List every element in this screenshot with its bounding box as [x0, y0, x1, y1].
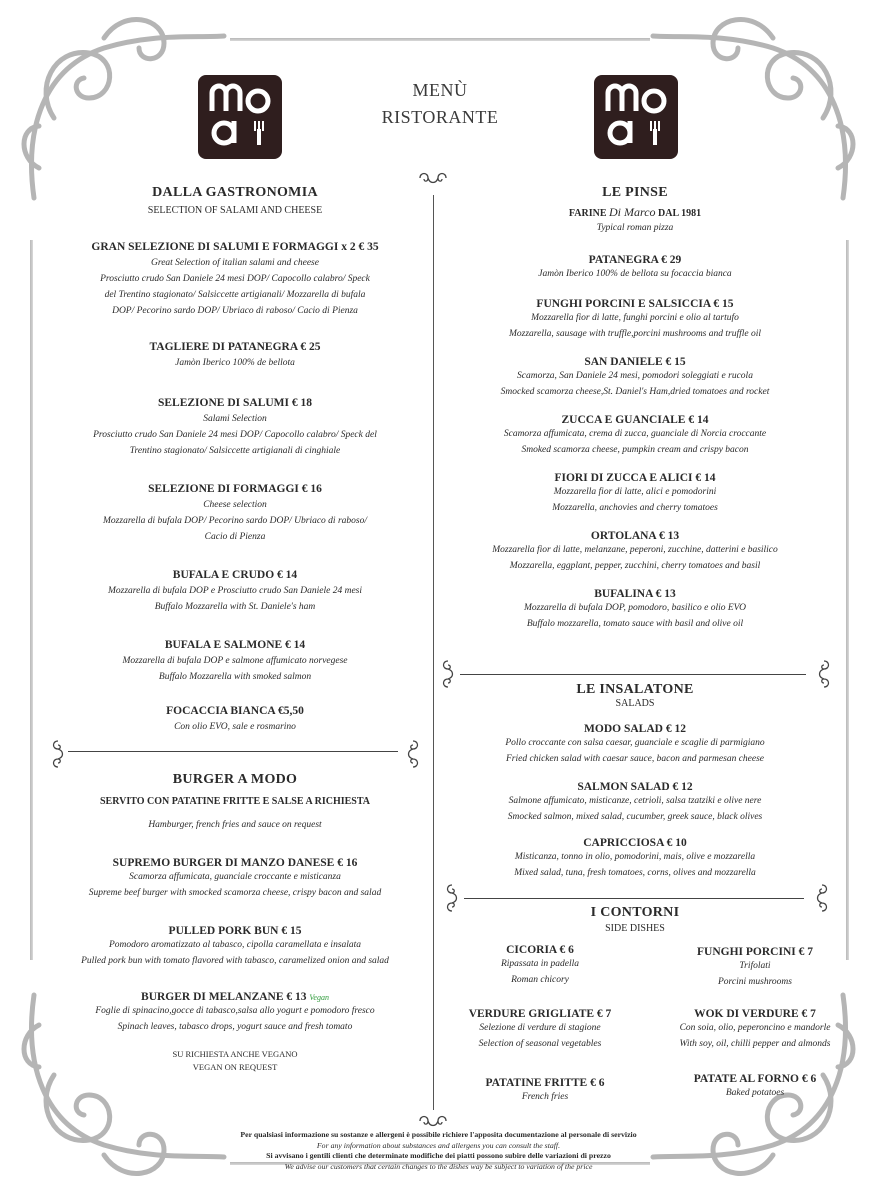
item-desc: Mozzarella di bufala DOP e salmone affumicato norvegese [122, 656, 348, 666]
item-desc: Buffalo Mozzarella with smoked salmon [158, 672, 312, 682]
item-desc: Roman chicory [511, 975, 569, 985]
item-desc: Jamòn Iberico 100% de bellota su focaccia bianca [538, 269, 732, 279]
item-desc: Smocked salmon, mixed salad, cucumber, greek sauce, black olives [507, 812, 763, 822]
menu-item [440, 356, 830, 400]
item-desc: Great Selection of italian salami and cheese [151, 258, 319, 268]
item-desc: Smoked scamorza cheese, pumpkin cream and crispy bacon [521, 445, 749, 455]
item-desc: Fried chicken salad with caesar sauce, bacon and parmesan cheese [505, 754, 765, 764]
burger-section [40, 772, 430, 1072]
item-desc: Mozzarella fior di latte, melanzane, peperoni, zucchine, datterini e basilico [492, 545, 778, 555]
menu-item [440, 414, 830, 458]
vegan-tag: Vegan [309, 993, 329, 1002]
section-subtitle-gastronomia: SELECTION OF SALAMI AND CHEESE [147, 205, 323, 216]
section-title-contorni: I CONTORNI [590, 905, 680, 920]
menu-item [440, 781, 830, 825]
allergen-footer [160, 1130, 717, 1172]
item-desc: Pollo croccante con salsa caesar, guanciale e scaglie di parmigiano [505, 738, 765, 748]
item-desc: Supreme beef burger with smocked scamorza cheese, crispy bacon and salad [88, 888, 382, 898]
item-desc: Con olio EVO, sale e rosmarino [174, 722, 296, 732]
item-desc: Pomodoro aromatizzato al tabasco, cipolla caramellata e insalata [108, 940, 362, 950]
footer-line: We advise our customers that certain changes to the dishes way be subject to variation of the price [284, 1161, 593, 1171]
menu-item [440, 837, 830, 881]
menu-item [40, 483, 430, 545]
pinse-section [440, 185, 830, 632]
section-subtitle-burger-en: Hamburger, french fries and sauce on request [148, 820, 322, 830]
item-desc: Mozzarella di bufala DOP e Prosciutto crudo San Daniele 24 mesi [107, 586, 362, 596]
item-desc: Jamòn Iberico 100% de bellota [175, 358, 295, 368]
item-desc: Scamorza affumicata, crema di zucca, guanciale di Norcia croccante [503, 429, 767, 439]
contorni-item [660, 946, 850, 990]
footer-line: Si avvisano i gentili clienti che determinate modifiche dei piatti possono subire delle variazioni di prezzo [266, 1151, 611, 1160]
section-subtitle-pinse-en: Typical roman pizza [596, 223, 674, 233]
item-name: TAGLIERE DI PATANEGRA € 25 [149, 341, 321, 353]
item-name: SELEZIONE DI FORMAGGI € 16 [148, 483, 322, 495]
item-desc: Salami Selection [203, 414, 267, 424]
menu-title [340, 80, 540, 128]
item-desc: Smocked scamorza cheese,St. Daniel's Ham,dried tomatoes and rocket [500, 387, 770, 397]
section-subtitle-burger: SERVITO CON PATATINE FRITTE E SALSE A RICHIESTA [100, 796, 370, 807]
item-name: MODO SALAD € 12 [584, 723, 686, 735]
item-desc: Con soia, olio, peperoncino e mandorle [679, 1023, 831, 1033]
section-divider [68, 751, 398, 752]
item-desc: Cheese selection [203, 500, 267, 510]
item-desc: Spinach leaves, tabasco drops, yogurt sauce and fresh tomato [117, 1022, 353, 1032]
item-name: FUNGHI PORCINI € 7 [697, 946, 813, 958]
menu-item [440, 472, 830, 516]
menu-item [440, 588, 830, 632]
frame-top-line [230, 38, 650, 41]
item-name: ORTOLANA € 13 [590, 530, 680, 542]
item-name: PATATINE FRITTE € 6 [485, 1077, 605, 1089]
logo [594, 75, 678, 159]
item-desc: Ripassata in padella [500, 959, 580, 969]
item-name: CAPRICCIOSA € 10 [583, 837, 687, 849]
item-desc: Pulled pork bun with tomato flavored with tabasco, caramelized onion and salad [81, 956, 389, 966]
menu-item [40, 857, 430, 901]
contorni-item [455, 1077, 635, 1105]
vegan-note: SU RICHIESTA ANCHE VEGANO [172, 1049, 298, 1059]
contorni-item [660, 1073, 850, 1101]
scroll-ornament-icon [416, 170, 450, 186]
item-name: SALMON SALAD € 12 [577, 781, 693, 793]
item-desc: Mozzarella fior di latte, alici e pomodorini [553, 487, 717, 497]
item-desc: Trifolati [739, 961, 771, 971]
frame-left-line [30, 240, 33, 960]
item-desc: Scamorza affumicata, guanciale croccante e misticanza [129, 872, 341, 882]
item-desc: Scamorza, San Daniele 24 mesi, pomodori soleggiati e rucola [517, 371, 753, 381]
item-name: VERDURE GRIGLIATE € 7 [468, 1008, 612, 1020]
item-desc: Selezione di verdure di stagione [479, 1023, 601, 1033]
item-name: GRAN SELEZIONE DI SALUMI E FORMAGGI x 2 € 35 [91, 241, 379, 253]
item-name: FUNGHI PORCINI E SALSICCIA € 15 [536, 298, 734, 310]
item-desc: Salmone affumicato, misticanze, cetrioli, salsa tzatziki e olive nere [508, 796, 762, 806]
left-column [40, 185, 430, 735]
section-title-pinse: LE PINSE [602, 185, 668, 200]
item-name: BUFALINA € 13 [594, 588, 676, 600]
item-desc: Trentino stagionato/ Salsiccette artigianali di cinghiale [129, 446, 341, 456]
item-desc: French fries [521, 1092, 569, 1102]
item-desc: Selection of seasonal vegetables [478, 1039, 602, 1049]
section-subtitle-pinse [440, 205, 830, 220]
item-name: CICORIA € 6 [506, 944, 574, 956]
item-name: BUFALA E CRUDO € 14 [172, 569, 298, 581]
scroll-ornament-icon [403, 737, 423, 771]
contorni-header [440, 905, 830, 934]
item-name: SUPREMO BURGER DI MANZO DANESE € 16 [112, 857, 358, 869]
item-desc: Foglie di spinacino,gocce di tabasco,salsa allo yogurt e pomodoro fresco [95, 1006, 375, 1016]
item-desc: Mozzarella di bufala DOP/ Pecorino sardo DOP/ Ubriaco di raboso/ [103, 516, 367, 526]
item-desc: Misticanza, tonno in olio, pomodorini, mais, olive e mozzarella [514, 852, 756, 862]
insalatone-section [440, 682, 830, 881]
pinse-sub-b: DAL 1981 [658, 208, 702, 219]
item-desc: Prosciutto crudo San Daniele 24 mesi DOP/ Capocollo calabro/ Speck del [93, 430, 377, 440]
item-desc: With soy, oil, chilli pepper and almonds [679, 1039, 831, 1049]
item-desc: Mozzarella, sausage with truffle,porcini mushrooms and truffle oil [508, 329, 762, 339]
menu-title-line2: RISTORANTE [381, 107, 499, 127]
section-title-insalatone: LE INSALATONE [576, 682, 694, 697]
contorni-item [655, 1008, 855, 1052]
menu-item [440, 723, 830, 767]
column-divider [433, 195, 434, 1110]
footer-line: Per qualsiasi informazione su sostanze e allergeni è possibile richiere l'apposita documentazione al personale di servizio [240, 1130, 637, 1139]
menu-item [40, 397, 430, 459]
item-name: FIORI DI ZUCCA E ALICI € 14 [554, 472, 716, 484]
frame-right-line [846, 240, 849, 960]
menu-item [40, 639, 430, 685]
item-name: PATATE AL FORNO € 6 [693, 1073, 817, 1085]
item-desc: Mozzarella, eggplant, pepper, zucchini, cherry tomatoes and basil [509, 561, 761, 571]
item-name: WOK DI VERDURE € 7 [694, 1008, 816, 1020]
logo [198, 75, 282, 159]
menu-title-line1: MENÙ [412, 80, 468, 100]
menu-item [40, 991, 430, 1035]
item-name: ZUCCA E GUANCIALE € 14 [561, 414, 709, 426]
pinse-sub-a: FARINE [568, 208, 607, 219]
item-name: BUFALA E SALMONE € 14 [164, 639, 306, 651]
section-title-gastronomia: DALLA GASTRONOMIA [152, 185, 318, 200]
item-name: FOCACCIA BIANCA €5,50 [166, 705, 304, 717]
item-desc: Mozzarella fior di latte, funghi porcini e olio al tartufo [531, 313, 739, 323]
scroll-ornament-icon [48, 737, 68, 771]
item-desc: Mixed salad, tuna, fresh tomatoes, corns, olives and mozzarella [514, 868, 756, 878]
menu-item [40, 705, 430, 735]
item-desc: Cacio di Pienza [204, 532, 266, 542]
menu-item [440, 298, 830, 342]
item-desc: Mozzarella di bufala DOP, pomodoro, basilico e olio EVO [523, 603, 747, 613]
section-divider [460, 674, 806, 675]
contorni-item [450, 944, 630, 988]
item-desc: DOP/ Pecorino sardo DOP/ Ubriaco di raboso/ Cacio di Pienza [112, 306, 358, 316]
item-name: SELEZIONE DI SALUMI € 18 [157, 397, 312, 409]
item-name: BURGER DI MELANZANE € 13 [141, 991, 307, 1003]
pinse-sub-script: Di Marco [608, 205, 656, 219]
menu-item [440, 530, 830, 574]
section-subtitle-contorni: SIDE DISHES [605, 923, 665, 934]
item-desc: Buffalo Mozzarella with St. Daniele's ham [154, 602, 316, 612]
item-desc: del Trentino stagionato/ Salsiccette artigianali/ Mozzarella di bufala [104, 290, 366, 300]
item-name: SAN DANIELE € 15 [584, 356, 686, 368]
menu-item [40, 925, 430, 969]
vegan-note-en: VEGAN ON REQUEST [192, 1062, 278, 1072]
item-desc: Porcini mushrooms [718, 977, 792, 987]
section-title-burger: BURGER A MODO [172, 772, 298, 787]
menu-item [40, 241, 430, 319]
menu-item [40, 569, 430, 615]
item-desc: Buffalo mozzarella, tomato sauce with basil and olive oil [526, 619, 744, 629]
item-name: PATANEGRA € 29 [588, 254, 682, 266]
menu-item [40, 341, 430, 371]
menu-item [440, 254, 830, 282]
footer-line: For any information about substances and allergens you can consult the staff. [316, 1140, 561, 1150]
item-desc: Mozzarella, anchovies and cherry tomatoes [552, 503, 718, 513]
section-subtitle-insalatone: SALADS [615, 698, 655, 709]
item-desc: Baked potatoes [725, 1088, 785, 1098]
contorni-item [450, 1008, 630, 1052]
item-name: PULLED PORK BUN € 15 [168, 925, 302, 937]
section-divider [464, 898, 804, 899]
item-desc: Prosciutto crudo San Daniele 24 mesi DOP/ Capocollo calabro/ Speck [100, 274, 370, 284]
scroll-ornament-icon [416, 1113, 450, 1129]
